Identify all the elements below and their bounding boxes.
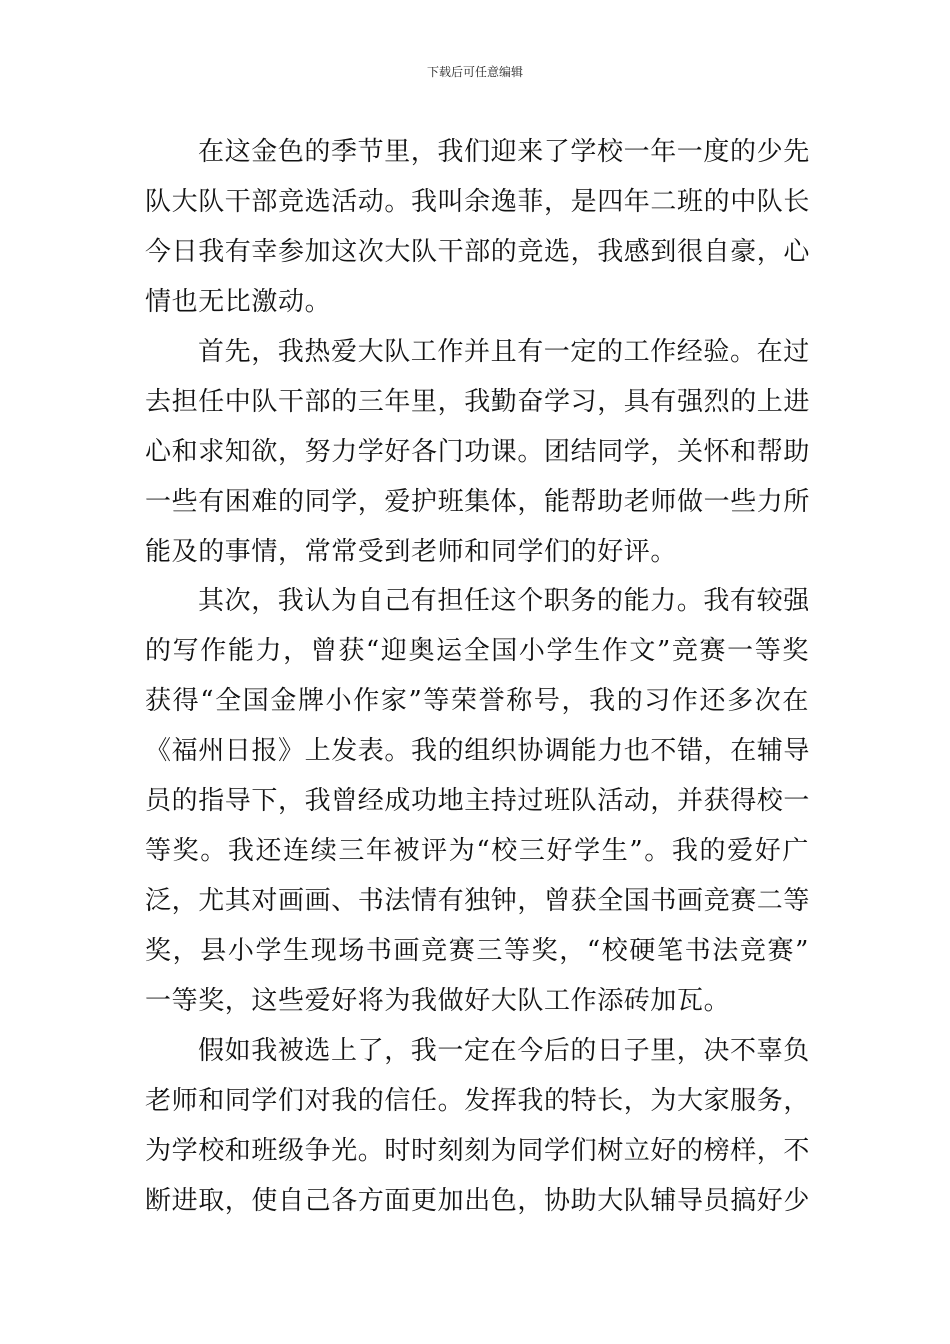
document-body xyxy=(145,128,809,1227)
text-line: 等奖。我还连续三年被评为“校三好学生”。我的爱好广 xyxy=(145,836,809,867)
text-line: 队大队干部竞选活动。我叫余逸菲，是四年二班的中队长 xyxy=(145,186,811,217)
text-line: 一些有困难的同学，爱护班集体，能帮助老师做一些力所 xyxy=(145,486,811,517)
text-line: 心和求知欲，努力学好各门功课。团结同学，关怀和帮助 xyxy=(145,436,811,467)
text-line: 今日我有幸参加这次大队干部的竞选，我感到很自豪，心 xyxy=(145,236,811,267)
text-line: 情也无比激动。 xyxy=(145,286,332,317)
text-line: 老师和同学们对我的信任。发挥我的特长，为大家服务， xyxy=(145,1085,811,1116)
text-line: 的写作能力，曾获“迎奥运全国小学生作文”竞赛一等奖 xyxy=(145,636,809,667)
text-line: 泛，尤其对画画、书法情有独钟，曾获全国书画竞赛二等 xyxy=(145,886,811,917)
text-line: 获得“全国金牌小作家”等荣誉称号，我的习作还多次在 xyxy=(145,686,809,717)
text-line: 去担任中队干部的三年里，我勤奋学习，具有强烈的上进 xyxy=(145,386,811,417)
text-line: 一等奖，这些爱好将为我做好大队工作添砖加瓦。 xyxy=(145,985,731,1016)
text-line: 《福州日报》上发表。我的组织协调能力也不错，在辅导 xyxy=(145,736,811,767)
text-line: 首先，我热爱大队工作并且有一定的工作经验。在过 xyxy=(198,336,810,367)
text-line: 其次，我认为自己有担任这个职务的能力。我有较强 xyxy=(198,586,810,617)
text-line: 在这金色的季节里，我们迎来了学校一年一度的少先 xyxy=(198,137,810,167)
text-line: 奖，县小学生现场书画竞赛三等奖，“校硬笔书法竞赛” xyxy=(145,936,809,966)
text-line: 为学校和班级争光。时时刻刻为同学们树立好的榜样，不 xyxy=(145,1135,811,1166)
text-line: 员的指导下，我曾经成功地主持过班队活动，并获得校一 xyxy=(145,786,811,817)
text-line: 能及的事情，常常受到老师和同学们的好评。 xyxy=(145,536,678,567)
page-header: 下载后可任意编辑 xyxy=(426,65,523,79)
text-line: 假如我被选上了，我一定在今后的日子里，决不辜负 xyxy=(198,1035,810,1066)
text-line: 断进取，使自己各方面更加出色，协助大队辅导员搞好少 xyxy=(145,1185,811,1216)
